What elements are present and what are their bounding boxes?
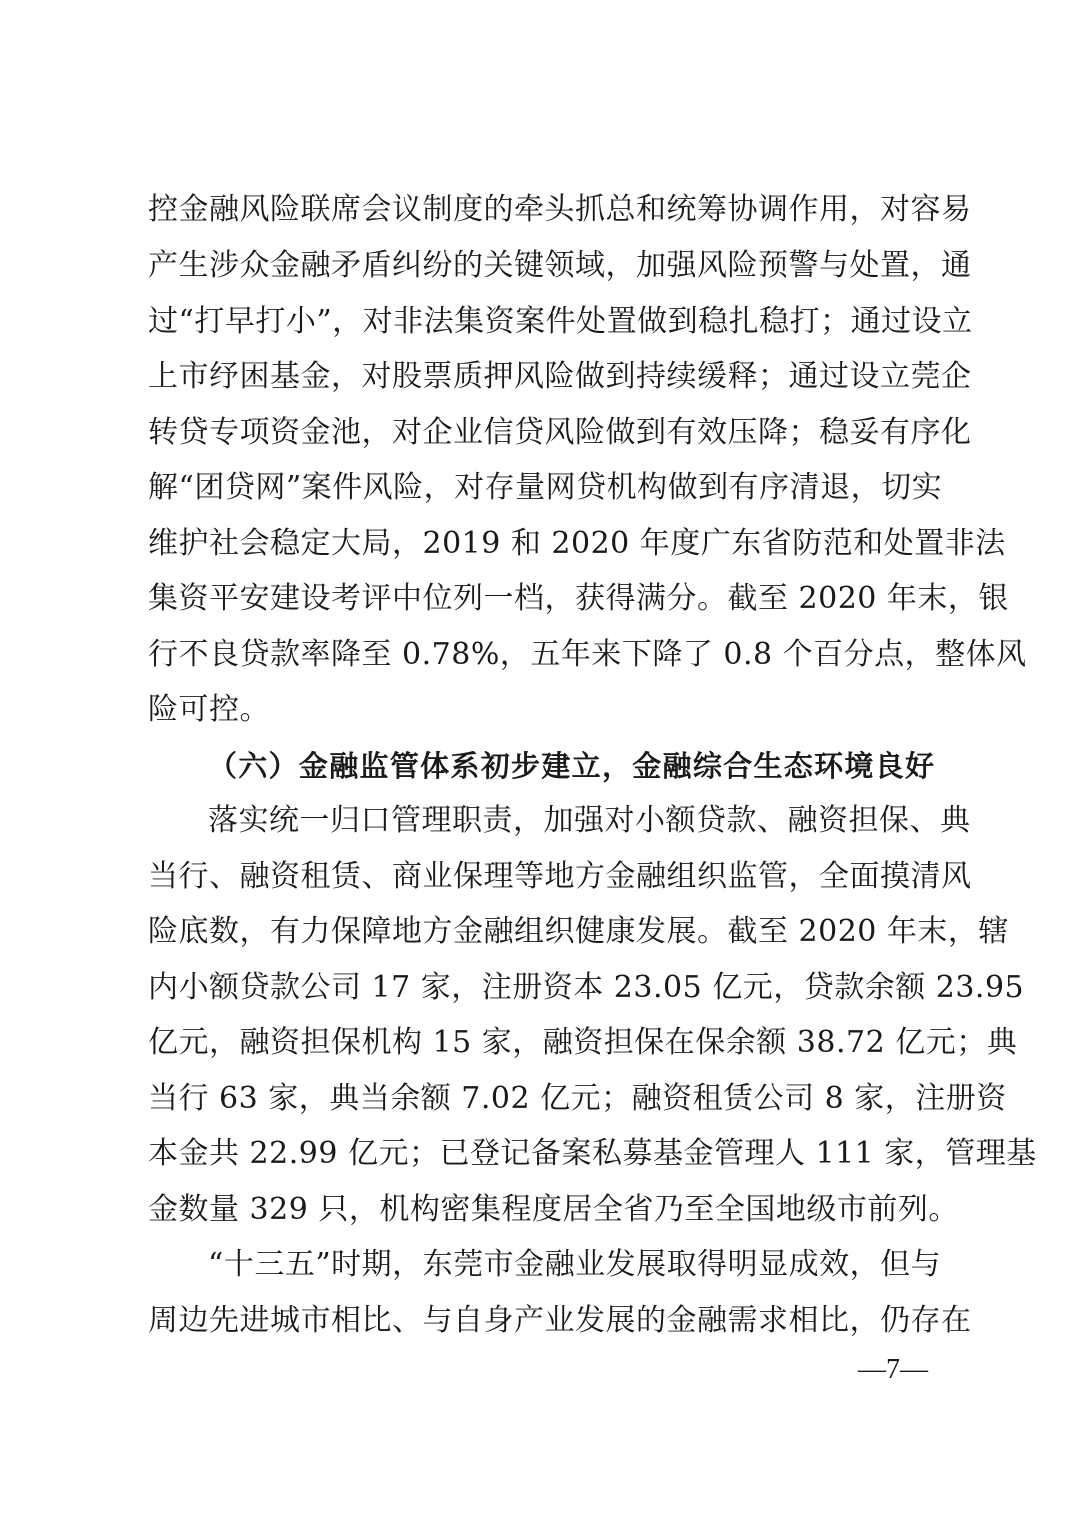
text-line: 亿元，融资担保机构 15 家，融资担保在保余额 38.72 亿元；典 <box>148 1025 1018 1060</box>
text-line: 转贷专项资金池，对企业信贷风险做到有效压降；稳妥有序化 <box>148 415 972 450</box>
text-line: 控金融风险联席会议制度的牵头抓总和统筹协调作用，对容易 <box>148 192 972 227</box>
text-line: 解“团贷网”案件风险，对存量网贷机构做到有序清退，切实 <box>148 470 943 505</box>
text-line: 集资平安建设考评中位列一档，获得满分。截至 2020 年末，银 <box>148 581 1009 616</box>
text-line: 周边先进城市相比、与自身产业发展的金融需求相比，仍存在 <box>148 1303 972 1338</box>
text-line: 内小额贷款公司 17 家，注册资本 23.05 亿元，贷款余额 23.95 <box>148 970 1025 1005</box>
text-line: 当行 63 家，典当余额 7.02 亿元；融资租赁公司 8 家，注册资 <box>148 1081 1007 1116</box>
text-line: 险可控。 <box>148 692 270 727</box>
text-line: 上市纾困基金，对股票质押风险做到持续缓释；通过设立莞企 <box>148 359 972 394</box>
text-line: “十三五”时期，东莞市金融业发展取得明显成效，但与 <box>208 1247 942 1282</box>
text-line: 当行、融资租赁、商业保理等地方金融组织监管，全面摸清风 <box>148 859 972 894</box>
text-line: 落实统一归口管理职责，加强对小额贷款、融资担保、典 <box>208 803 971 838</box>
text-line: 金数量 329 只，机构密集程度居全省乃至全国地级市前列。 <box>148 1192 959 1227</box>
text-line: 过“打早打小”，对非法集资案件处置做到稳扎稳打；通过设立 <box>148 304 973 339</box>
text-line: 维护社会稳定大局，2019 和 2020 年度广东省防范和处置非法 <box>148 526 1006 561</box>
text-line: 产生涉众金融矛盾纠纷的关键领域，加强风险预警与处置，通 <box>148 248 972 283</box>
text-line: 本金共 22.99 亿元；已登记备案私募基金管理人 111 家，管理基 <box>148 1136 1037 1171</box>
text-line: 行不良贷款率降至 0.78%，五年来下降了 0.8 个百分点，整体风 <box>148 637 1027 672</box>
section-heading: （六）金融监管体系初步建立，金融综合生态环境良好 <box>208 749 934 783</box>
page-number: —7— <box>858 1354 928 1385</box>
text-line: 险底数，有力保障地方金融组织健康发展。截至 2020 年末，辖 <box>148 914 1009 949</box>
